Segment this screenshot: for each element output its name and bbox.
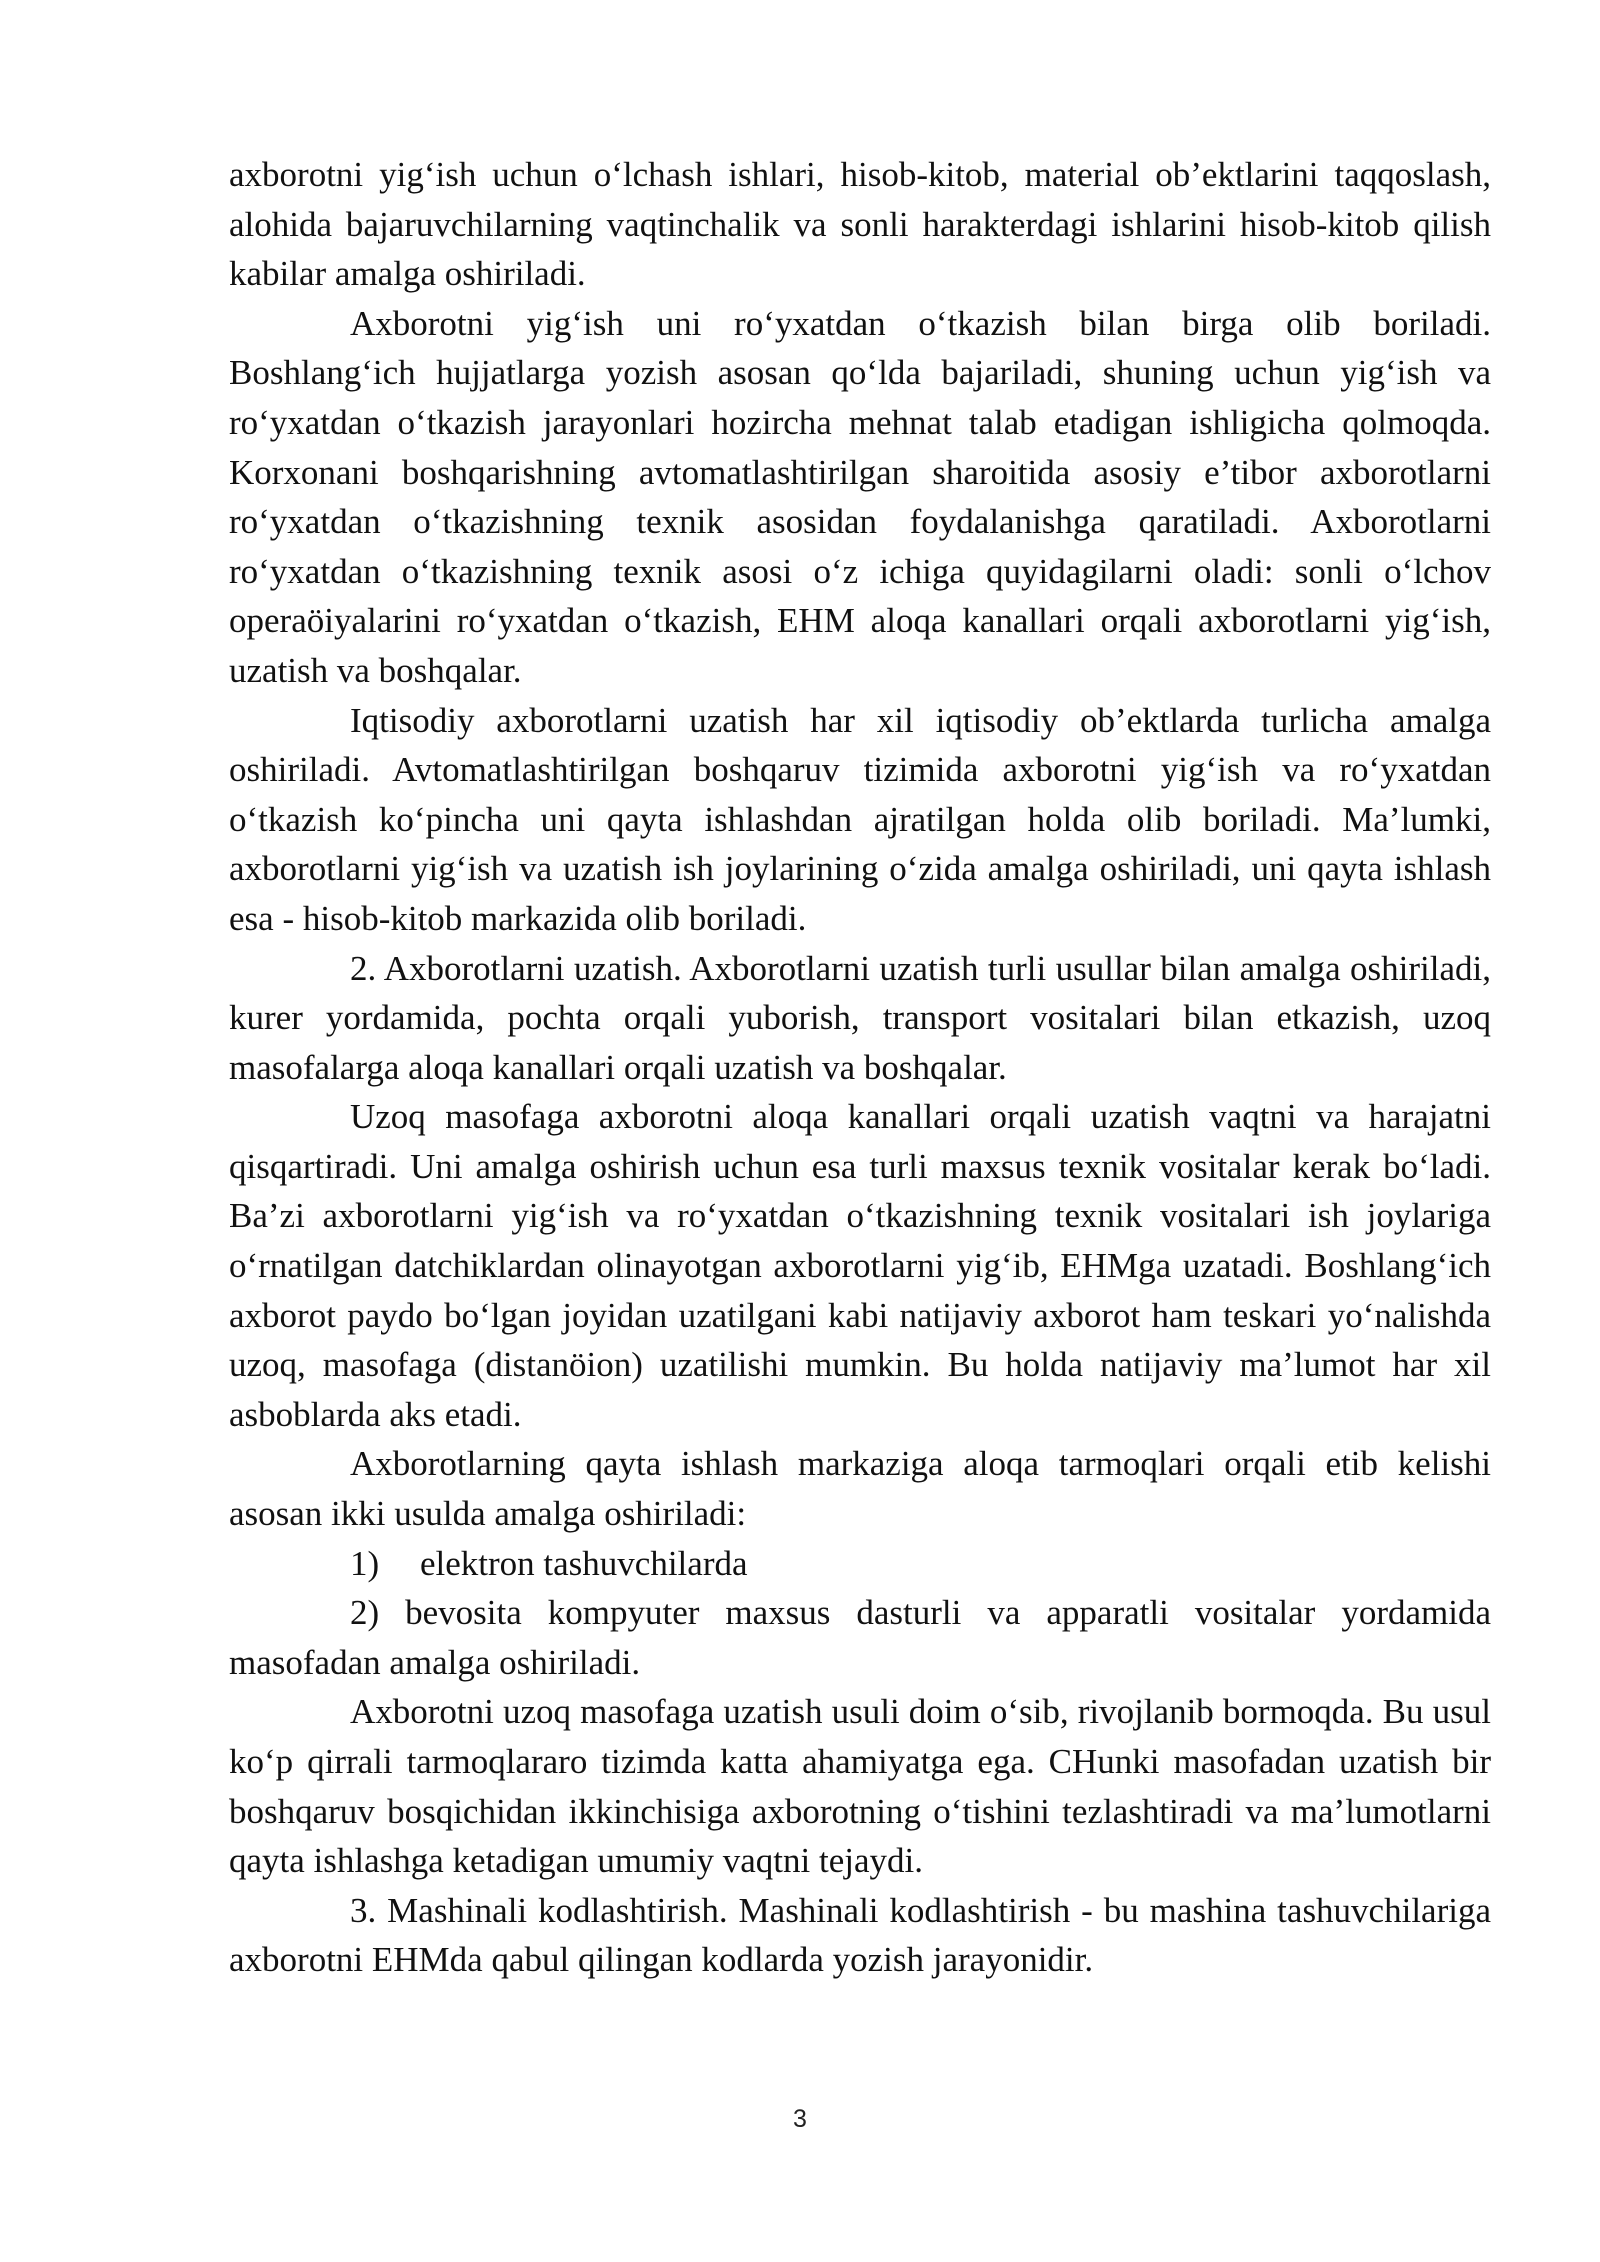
paragraph-section-3-coding: 3. Mashinali kodlashtirish. Mashinali kodlashtirish - bu mashina tashuvchilariga axborotni EHMda qabul qilingan kodlarda yozish jarayonidir.	[229, 1890, 1491, 1980]
page-number: 3	[793, 2105, 807, 2133]
paragraph-long-distance: Uzoq masofaga axborotni aloqa kanallari orqali uzatish vaqtni va harajatni qisqartiradi. Uni amalga oshirish uchun esa turli maxsus texnik vositalar kerak bo‘ladi. Ba’zi axborotlarni yig‘ish va ro‘yxatdan o‘tkazishning texnik vositalari ish joylariga o‘rnatilgan datchiklardan olinayotgan axborotlarni yig‘ib, EHMga uzatadi. Boshlang‘ich axborot paydo bo‘lgan joyidan uzatilgani kabi natijaviy axborot ham teskari yo‘nalishda uzoq, masofaga (distanöion) uzatilishi mumkin. Bu holda natijaviy ma’lumot har xil asboblarda aks etadi.	[229, 1097, 1491, 1434]
page-body	[229, 150, 1491, 1985]
list-item-1	[229, 1539, 1491, 1589]
paragraph-section-2-transfer: 2. Axborotlarni uzatish. Axborotlarni uzatish turli usullar bilan amalga oshiriladi, kurer yordamida, pochta orqali yuborish, transport vositalari bilan etkazish, uzoq masofalarga aloqa kanallari orqali uzatish va boshqalar.	[229, 948, 1491, 1087]
paragraph-two-methods-intro: Axborotlarning qayta ishlash markaziga aloqa tarmoqlari orqali etib kelishi asosan ikki usulda amalga oshiriladi:	[229, 1444, 1491, 1534]
list-item-number: 1)	[350, 1543, 380, 1583]
paragraph-collection-registration: Axborotni yig‘ish uni ro‘yxatdan o‘tkazish bilan birga olib boriladi. Boshlang‘ich hujjatlarga yozish asosan qo‘lda bajariladi, shuning uchun yig‘ish va ro‘yxatdan o‘tkazish jarayonlari hozircha mehnat talab etadigan ishligicha qolmoqda. Korxonani boshqarishning avtomatlashtirilgan sharoitida asosiy e’tibor axborotlarni ro‘yxatdan o‘tkazishning texnik asosidan foydalanishga qaratiladi. Axborotlarni ro‘yxatdan o‘tkazishning texnik asosi o‘z ichiga quyidagilarni oladi: sonli o‘lchov operaöiyalarini ro‘yxatdan o‘tkazish, EHM aloqa kanallari orqali axborotlarni yig‘ish, uzatish va boshqalar.	[229, 303, 1491, 690]
list-item-text: elektron tashuvchilarda	[420, 1543, 748, 1583]
list-item-2: 2) bevosita kompyuter maxsus dasturli va apparatli vositalar yordamida masofadan amalga oshiriladi.	[229, 1593, 1491, 1682]
paragraph-remote-transfer: Axborotni uzoq masofaga uzatish usuli doim o‘sib, rivojlanib bormoqda. Bu usul ko‘p qirrali tarmoqlararo tizimda katta ahamiyatga ega. CHunki masofadan uzatish bir boshqaruv bosqichidan ikkinchisiga axborotning o‘tishini tezlashtiradi va ma’lumotlarni qayta ishlashga ketadigan umumiy vaqtni tejaydi.	[229, 1692, 1491, 1881]
paragraph-continuation: axborotni yig‘ish uchun o‘lchash ishlari, hisob-kitob, material ob’ektlarini taqqoslash, alohida bajaruvchilarning vaqtinchalik va sonli harakterdagi ishlarini hisob-kitob qilish kabilar amalga oshiriladi.	[229, 155, 1491, 294]
paragraph-economic-transfer: Iqtisodiy axborotlarni uzatish har xil iqtisodiy ob’ektlarda turlicha amalga oshiriladi. Avtomatlashtirilgan boshqaruv tizimida axborotni yig‘ish va ro‘yxatdan o‘tkazish ko‘pincha uni qayta ishlashdan ajratilgan holda olib boriladi. Ma’lumki, axborotlarni yig‘ish va uzatish ish joylarining o‘zida amalga oshiriladi, uni qayta ishlash esa - hisob-kitob markazida olib boriladi.	[229, 700, 1491, 938]
